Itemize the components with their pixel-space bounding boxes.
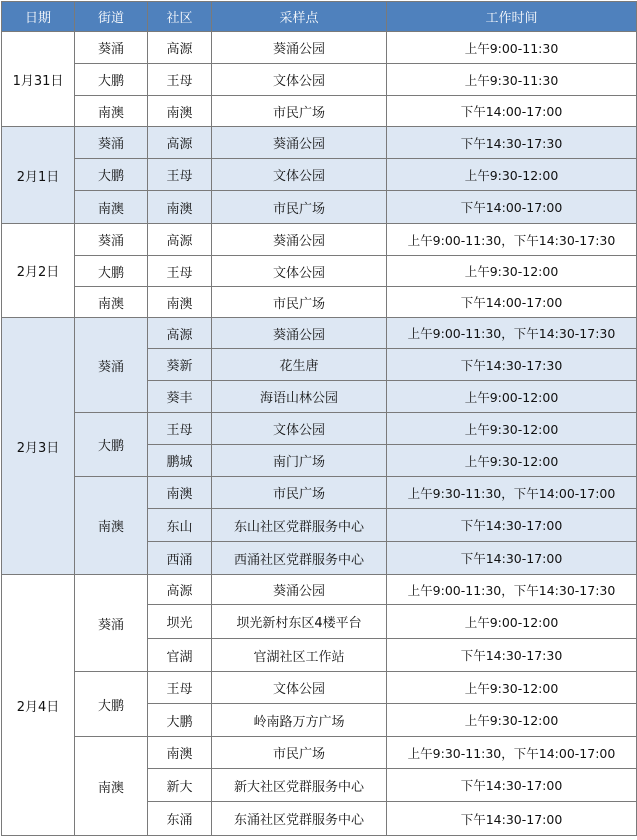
sampling-site-cell: 新大社区党群服务中心	[212, 769, 387, 802]
table-row	[2, 737, 637, 769]
street-cell: 南澳	[75, 191, 148, 224]
street-cell: 大鹏	[75, 256, 148, 287]
street-cell: 葵涌	[75, 127, 148, 159]
header-community: 社区	[148, 2, 212, 32]
community-cell: 鹏城	[148, 445, 212, 477]
street-cell: 葵涌	[75, 32, 148, 64]
sampling-site-cell: 葵涌公园	[212, 32, 387, 64]
table-body	[2, 32, 637, 836]
table-row	[2, 287, 637, 318]
community-cell: 高源	[148, 32, 212, 64]
date-cell: 2月4日	[2, 575, 75, 836]
community-cell: 王母	[148, 256, 212, 287]
sampling-site-cell: 葵涌公园	[212, 127, 387, 159]
sampling-site-cell: 文体公园	[212, 672, 387, 704]
street-cell: 南澳	[75, 477, 148, 575]
working-hours-cell: 下午14:00-17:00	[387, 96, 637, 127]
street-cell: 葵涌	[75, 575, 148, 672]
community-cell: 南澳	[148, 191, 212, 224]
sampling-schedule-table	[1, 1, 637, 836]
sampling-site-cell: 葵涌公园	[212, 224, 387, 256]
street-cell: 大鹏	[75, 64, 148, 96]
header-row	[2, 2, 637, 32]
community-cell: 东涌	[148, 802, 212, 836]
street-cell: 南澳	[75, 287, 148, 318]
sampling-site-cell: 花生唐	[212, 349, 387, 381]
community-cell: 南澳	[148, 287, 212, 318]
sampling-site-cell: 西涌社区党群服务中心	[212, 542, 387, 575]
date-cell: 1月31日	[2, 32, 75, 127]
working-hours-cell: 下午14:30-17:30	[387, 639, 637, 672]
sampling-site-cell: 官湖社区工作站	[212, 639, 387, 672]
community-cell: 王母	[148, 159, 212, 191]
street-cell: 大鹏	[75, 413, 148, 477]
sampling-site-cell: 市民广场	[212, 477, 387, 509]
working-hours-cell: 下午14:30-17:00	[387, 769, 637, 802]
date-cell: 2月2日	[2, 224, 75, 318]
table-row	[2, 224, 637, 256]
community-cell: 高源	[148, 575, 212, 605]
community-cell: 南澳	[148, 96, 212, 127]
street-cell: 大鹏	[75, 159, 148, 191]
table-row	[2, 159, 637, 191]
table-row	[2, 256, 637, 287]
working-hours-cell: 上午9:00-11:30，下午14:30-17:30	[387, 318, 637, 349]
table-row	[2, 191, 637, 224]
table-row	[2, 413, 637, 445]
working-hours-cell: 上午9:30-12:00	[387, 256, 637, 287]
working-hours-cell: 上午9:00-11:30	[387, 32, 637, 64]
table-row	[2, 127, 637, 159]
street-cell: 南澳	[75, 737, 148, 836]
table-row	[2, 477, 637, 509]
working-hours-cell: 上午9:30-11:30，下午14:00-17:00	[387, 737, 637, 769]
community-cell: 南澳	[148, 477, 212, 509]
working-hours-cell: 下午14:30-17:00	[387, 802, 637, 836]
sampling-site-cell: 葵涌公园	[212, 575, 387, 605]
community-cell: 官湖	[148, 639, 212, 672]
sampling-site-cell: 海语山林公园	[212, 381, 387, 413]
table-row	[2, 575, 637, 605]
sampling-site-cell: 东涌社区党群服务中心	[212, 802, 387, 836]
date-cell: 2月3日	[2, 318, 75, 575]
community-cell: 西涌	[148, 542, 212, 575]
sampling-site-cell: 岭南路万方广场	[212, 704, 387, 737]
working-hours-cell: 上午9:00-12:00	[387, 605, 637, 639]
sampling-site-cell: 坝光新村东区4楼平台	[212, 605, 387, 639]
community-cell: 葵丰	[148, 381, 212, 413]
street-cell: 葵涌	[75, 318, 148, 413]
community-cell: 高源	[148, 127, 212, 159]
working-hours-cell: 上午9:30-11:30，下午14:00-17:00	[387, 477, 637, 509]
working-hours-cell: 上午9:00-11:30，下午14:30-17:30	[387, 224, 637, 256]
working-hours-cell: 上午9:30-12:00	[387, 704, 637, 737]
community-cell: 王母	[148, 672, 212, 704]
community-cell: 葵新	[148, 349, 212, 381]
working-hours-cell: 上午9:30-12:00	[387, 672, 637, 704]
community-cell: 王母	[148, 413, 212, 445]
working-hours-cell: 下午14:00-17:00	[387, 287, 637, 318]
working-hours-cell: 上午9:00-11:30，下午14:30-17:30	[387, 575, 637, 605]
header-date: 日期	[2, 2, 75, 32]
working-hours-cell: 下午14:30-17:30	[387, 349, 637, 381]
working-hours-cell: 上午9:30-12:00	[387, 445, 637, 477]
date-cell: 2月1日	[2, 127, 75, 224]
working-hours-cell: 下午14:30-17:00	[387, 542, 637, 575]
community-cell: 坝光	[148, 605, 212, 639]
table-row	[2, 96, 637, 127]
table-row	[2, 318, 637, 349]
sampling-site-cell: 文体公园	[212, 64, 387, 96]
street-cell: 葵涌	[75, 224, 148, 256]
working-hours-cell: 下午14:00-17:00	[387, 191, 637, 224]
community-cell: 王母	[148, 64, 212, 96]
community-cell: 东山	[148, 509, 212, 542]
sampling-site-cell: 市民广场	[212, 287, 387, 318]
sampling-site-cell: 文体公园	[212, 413, 387, 445]
working-hours-cell: 上午9:30-12:00	[387, 159, 637, 191]
sampling-site-cell: 南门广场	[212, 445, 387, 477]
sampling-site-cell: 东山社区党群服务中心	[212, 509, 387, 542]
table-row	[2, 64, 637, 96]
sampling-site-cell: 市民广场	[212, 96, 387, 127]
header-street: 街道	[75, 2, 148, 32]
table-row	[2, 672, 637, 704]
header-hours: 工作时间	[387, 2, 637, 32]
sampling-site-cell: 市民广场	[212, 737, 387, 769]
community-cell: 高源	[148, 318, 212, 349]
working-hours-cell: 上午9:00-12:00	[387, 381, 637, 413]
community-cell: 大鹏	[148, 704, 212, 737]
community-cell: 高源	[148, 224, 212, 256]
street-cell: 大鹏	[75, 672, 148, 737]
table-row	[2, 32, 637, 64]
header-site: 采样点	[212, 2, 387, 32]
working-hours-cell: 下午14:30-17:00	[387, 509, 637, 542]
sampling-site-cell: 市民广场	[212, 191, 387, 224]
sampling-site-cell: 文体公园	[212, 159, 387, 191]
working-hours-cell: 下午14:30-17:30	[387, 127, 637, 159]
community-cell: 新大	[148, 769, 212, 802]
sampling-site-cell: 文体公园	[212, 256, 387, 287]
working-hours-cell: 上午9:30-11:30	[387, 64, 637, 96]
working-hours-cell: 上午9:30-12:00	[387, 413, 637, 445]
street-cell: 南澳	[75, 96, 148, 127]
community-cell: 南澳	[148, 737, 212, 769]
sampling-site-cell: 葵涌公园	[212, 318, 387, 349]
